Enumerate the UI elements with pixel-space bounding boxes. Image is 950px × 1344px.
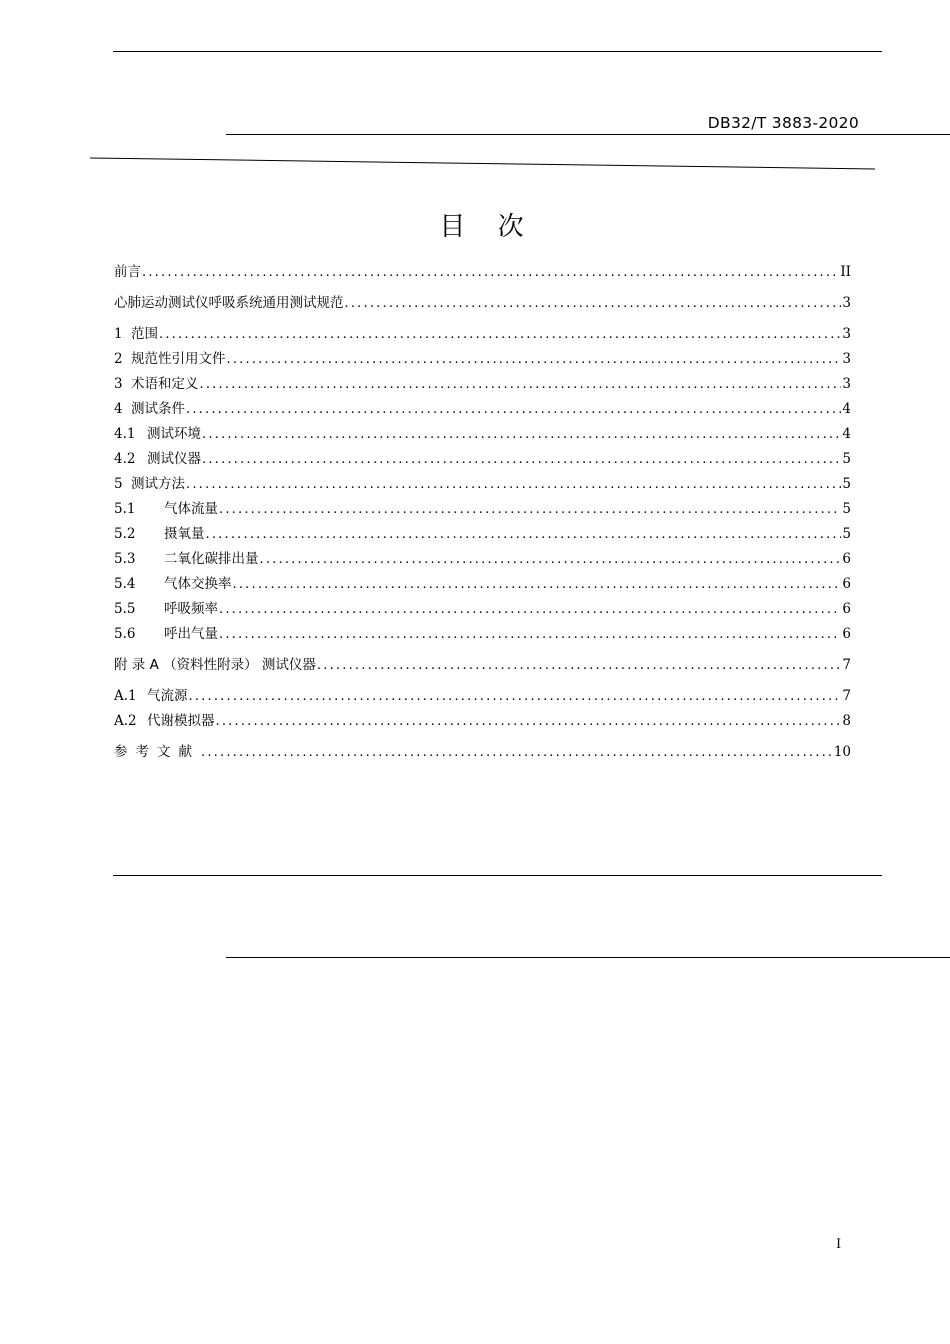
toc-page: 4 [842, 401, 851, 417]
toc-item[interactable] [114, 472, 851, 497]
toc-page: 6 [842, 551, 851, 567]
toc-item[interactable] [114, 522, 851, 547]
toc-leader-dots [219, 502, 841, 517]
toc-page: 6 [842, 626, 851, 642]
toc-number: 5.6 [114, 626, 136, 642]
toc-leader-dots [201, 745, 833, 760]
toc-item[interactable] [114, 372, 851, 397]
toc-page: 3 [842, 295, 851, 311]
toc-page: 10 [833, 744, 851, 760]
toc-page: 5 [842, 476, 851, 492]
toc-label: 前言 [114, 264, 141, 280]
toc-item[interactable] [114, 547, 851, 572]
toc-item[interactable] [114, 622, 851, 647]
toc-label: 附 录 A （资料性附录） 测试仪器 [114, 657, 316, 673]
toc-page: 3 [842, 376, 851, 392]
toc-leader-dots [345, 296, 842, 311]
toc-label: 测试方法 [131, 476, 185, 492]
page-number: I [836, 1237, 842, 1252]
toc-label: 呼出气量 [164, 626, 218, 642]
toc-leader-dots [219, 627, 841, 642]
toc-number: 4.2 [114, 451, 136, 467]
toc-item[interactable] [114, 422, 851, 447]
toc-number: 5.4 [114, 576, 136, 592]
header-slant-rule [0, 0, 950, 180]
toc-leader-dots [189, 689, 842, 704]
toc-label: 代谢模拟器 [147, 713, 215, 729]
toc-item[interactable] [114, 709, 851, 740]
toc-label: 气流源 [147, 688, 188, 704]
toc-number: 1 [114, 326, 123, 342]
toc-number: 4 [114, 401, 123, 417]
toc-number: 4.1 [114, 426, 136, 442]
toc-leader-dots [159, 327, 841, 342]
toc-leader-dots [317, 658, 842, 673]
toc-label: 气体流量 [164, 501, 218, 517]
toc-item[interactable] [114, 653, 851, 684]
toc-item[interactable] [114, 447, 851, 472]
toc-page: 6 [842, 601, 851, 617]
toc-leader-dots [186, 402, 841, 417]
toc-number: A.1 [114, 688, 137, 704]
toc-label: 心肺运动测试仪呼吸系统通用测试规范 [114, 295, 344, 311]
toc-item[interactable] [114, 347, 851, 372]
toc-label: 术语和定义 [131, 376, 199, 392]
toc-item[interactable] [114, 597, 851, 622]
toc-number: 5.3 [114, 551, 136, 567]
toc-number: 2 [114, 351, 123, 367]
toc-number: 5.5 [114, 601, 136, 617]
toc-item[interactable] [114, 291, 851, 322]
toc-leader-dots [227, 352, 842, 367]
toc-number: 3 [114, 376, 123, 392]
toc-item[interactable] [114, 397, 851, 422]
toc-item[interactable] [114, 260, 851, 291]
toc-label: 规范性引用文件 [131, 351, 226, 367]
toc-label: 测试条件 [131, 401, 185, 417]
footer-rule-2 [226, 957, 950, 958]
toc-label: 测试仪器 [147, 451, 201, 467]
toc-page: II [840, 264, 851, 280]
toc-page: 3 [842, 351, 851, 367]
toc-label: 二氧化碳排出量 [164, 551, 259, 567]
standard-code: DB32/T 3883-2020 [707, 114, 859, 132]
toc-item[interactable] [114, 497, 851, 522]
toc-leader-dots [206, 527, 842, 542]
toc-leader-dots [202, 452, 841, 467]
toc-leader-dots [186, 477, 841, 492]
toc-leader-dots [202, 427, 841, 442]
toc-label: 摄氧量 [164, 526, 205, 542]
toc-leader-dots [142, 265, 839, 280]
toc-page: 5 [842, 451, 851, 467]
toc-leader-dots [200, 377, 842, 392]
toc-number: 5 [114, 476, 123, 492]
toc-page: 7 [842, 657, 851, 673]
toc-label: 参考文献 [114, 744, 200, 760]
toc-item[interactable] [114, 572, 851, 597]
toc-label: 呼吸频率 [164, 601, 218, 617]
toc-leader-dots [233, 577, 842, 592]
toc-leader-dots [219, 602, 841, 617]
toc-page: 3 [842, 326, 851, 342]
toc-number: A.2 [114, 713, 137, 729]
toc-leader-dots [260, 552, 842, 567]
table-of-contents [114, 260, 851, 765]
toc-page: 7 [842, 688, 851, 704]
toc-page: 4 [842, 426, 851, 442]
toc-item[interactable] [114, 684, 851, 709]
toc-item[interactable] [114, 740, 851, 765]
toc-page: 5 [842, 526, 851, 542]
toc-label: 范围 [131, 326, 158, 342]
toc-number: 5.2 [114, 526, 136, 542]
page-title: 目 次 [439, 212, 536, 242]
toc-label: 测试环境 [147, 426, 201, 442]
footer-rule [113, 875, 882, 876]
toc-item[interactable] [114, 322, 851, 347]
toc-label: 气体交换率 [164, 576, 232, 592]
toc-page: 8 [842, 713, 851, 729]
toc-page: 6 [842, 576, 851, 592]
toc-number: 5.1 [114, 501, 136, 517]
toc-leader-dots [216, 714, 842, 729]
toc-page: 5 [842, 501, 851, 517]
